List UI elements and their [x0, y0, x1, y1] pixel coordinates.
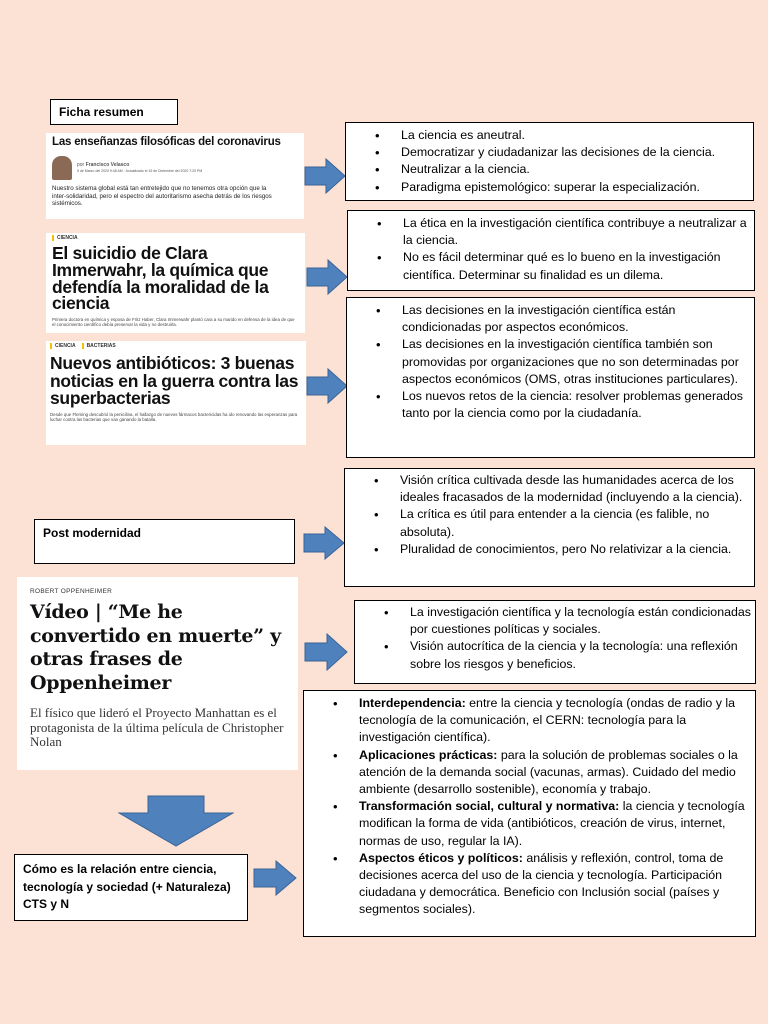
article-date: 5 de Marzo del 2020 9:48 AM · Actualizado el 15 de Diciembre del 2020 7:29 PM	[77, 169, 203, 173]
list-item: • Democratizar y ciudadanizar las decisiones de la ciencia.	[401, 144, 753, 161]
list-item	[359, 798, 755, 850]
article-immerwahr-clip	[46, 233, 305, 333]
article-immerwahr-tag: CIENCIA	[52, 235, 299, 241]
postmodernidad-notes-list	[345, 472, 754, 558]
arrow-right-icon	[303, 526, 345, 560]
article-oppenheimer-summary: El físico que lideró el Proyecto Manhattan es el protagonista de la última película de Christopher Nolan	[30, 705, 284, 750]
byline-prefix: por	[77, 162, 85, 168]
post-modernidad-label	[34, 519, 295, 564]
cts-acronym: CTS y N	[23, 897, 70, 911]
author-name: Francisco Velasco	[85, 162, 130, 168]
article-oppenheimer-clip	[17, 577, 298, 770]
list-item: • Pluralidad de conocimientos, pero No relativizar a la ciencia.	[400, 541, 754, 558]
list-item: • Las decisiones en la investigación científica también son promovidas por organizaciones que no son determinadas por aspectos económicos (OMS, otras instituciones particulares).	[402, 336, 754, 388]
list-item: • La investigación científica y la tecnología están condicionadas por cuestiones políticas y sociales.	[410, 604, 755, 638]
arrow-right-icon	[306, 259, 348, 295]
list-item: • Paradigma epistemológico: superar la especialización.	[401, 179, 753, 196]
cts-label	[14, 854, 248, 921]
article-antibioticos-tags: CIENCIA BACTERIAS	[50, 343, 302, 349]
item-term: Transformación social, cultural y normativa:	[359, 799, 620, 814]
article-coronavirus-clip	[46, 133, 304, 219]
coronavirus-notes-list	[346, 127, 753, 196]
antibioticos-notes-box	[346, 297, 755, 458]
coronavirus-notes-box	[345, 122, 754, 201]
list-item	[359, 747, 755, 799]
ficha-resumen-text: Ficha resumen	[59, 105, 144, 119]
article-coronavirus-summary: Nuestro sistema global está tan entretejido que no tenemos otra opción que la inter-solidaridad, pero el espectro del autoritarismo asecha detrás de los riesgos sistémicos.	[52, 185, 272, 208]
immerwahr-notes-box	[347, 210, 755, 291]
arrow-down-icon	[118, 795, 234, 847]
article-byline	[52, 156, 298, 180]
item-text: para la solución de problemas sociales o la atención de la demanda social (vacunas, armas). Cuidado del medio ambiente (desarrollo sostenible), economía y trabajo.	[359, 747, 738, 797]
list-item: • La ciencia es aneutral.	[401, 127, 753, 144]
list-item	[359, 695, 755, 747]
list-item	[359, 850, 755, 919]
list-item: • La crítica es útil para entender a la ciencia (es falible, no absoluta).	[400, 506, 754, 540]
cts-question: Cómo es la relación entre ciencia, tecnología y sociedad (+ Naturaleza)	[23, 862, 231, 894]
article-oppenheimer-title: Vídeo | “Me he convertido en muerte” y otras frases de Oppenheimer	[30, 601, 281, 694]
article-immerwahr-title: El suicidio de Clara Immerwahr, la química que defendía la moralidad de la ciencia	[52, 243, 269, 314]
item-term: Aplicaciones prácticas:	[359, 747, 498, 762]
post-modernidad-text: Post modernidad	[43, 526, 142, 540]
article-antibioticos-title: Nuevos antibióticos: 3 buenas noticias en la guerra contra las superbacterias	[50, 353, 299, 408]
cts-notes-box	[303, 690, 756, 937]
article-oppenheimer-kicker: ROBERT OPPENHEIMER	[30, 588, 113, 595]
arrow-right-icon	[304, 633, 348, 671]
immerwahr-notes-list	[348, 215, 754, 284]
list-item: • Neutralizar a la ciencia.	[401, 161, 753, 178]
article-immerwahr-summary: Primera doctora en química y esposa de Fritz Haber, Clara Immerwahr plantó cara a su marido en defensa de la idea de que el conocimiento científico debía preservar la vida y no destruirla.	[52, 317, 295, 328]
list-item: • La ética en la investigación científica contribuye a neutralizar a la ciencia.	[403, 215, 754, 249]
arrow-right-icon	[306, 368, 348, 404]
list-item: • Visión autocrítica de la ciencia y la tecnología: una reflexión sobre los riesgos y beneficios.	[410, 638, 755, 672]
ficha-resumen-label	[50, 99, 178, 125]
list-item: • Los nuevos retos de la ciencia: resolver problemas generados tanto por la ciencia como por la ciudadanía.	[402, 388, 754, 422]
author-avatar	[52, 156, 72, 180]
arrow-right-icon	[253, 860, 297, 896]
antibioticos-notes-list	[347, 302, 754, 422]
oppenheimer-notes-box	[354, 600, 756, 684]
item-text: entre la ciencia y tecnología (ondas de radio y la tecnología de la comunicación, el CERN: tecnología para la investigación científica).	[359, 696, 736, 745]
item-text: análisis y reflexión, control, toma de decisiones acerca del uso de la ciencia y tecnología. Participación ciudadana y democrática. Beneficio con Inclusión social (países y segmentos sociales).	[359, 850, 724, 917]
article-antibioticos-clip	[46, 341, 306, 445]
item-term: Aspectos éticos y políticos:	[359, 850, 523, 865]
postmodernidad-notes-box	[344, 468, 755, 587]
list-item: • Visión crítica cultivada desde las humanidades acerca de los ideales fracasados de la modernidad (incluyendo a la ciencia).	[400, 472, 754, 506]
list-item: • No es fácil determinar qué es lo bueno en la investigación científica. Determinar su finalidad es un dilema.	[403, 249, 754, 283]
item-text: la ciencia y tecnología modifican la forma de vida (antibióticos, creación de virus, internet, normas de uso, regular la IA).	[359, 799, 745, 848]
article-coronavirus-title: Las enseñanzas filosóficas del coronavirus	[52, 136, 281, 148]
list-item: • Las decisiones en la investigación científica están condicionadas por aspectos económicos.	[402, 302, 754, 336]
cts-notes-list	[304, 695, 755, 919]
arrow-right-icon	[304, 158, 346, 194]
oppenheimer-notes-list	[355, 604, 755, 673]
item-term: Interdependencia:	[359, 696, 466, 710]
article-antibioticos-summary: Desde que Fleming descubrió la penicilina, el hallazgo de nuevos fármacos bactericidas ha ido renovando las esperanzas para luchar contra las bacterias que van ganando la batalla.	[50, 411, 298, 422]
